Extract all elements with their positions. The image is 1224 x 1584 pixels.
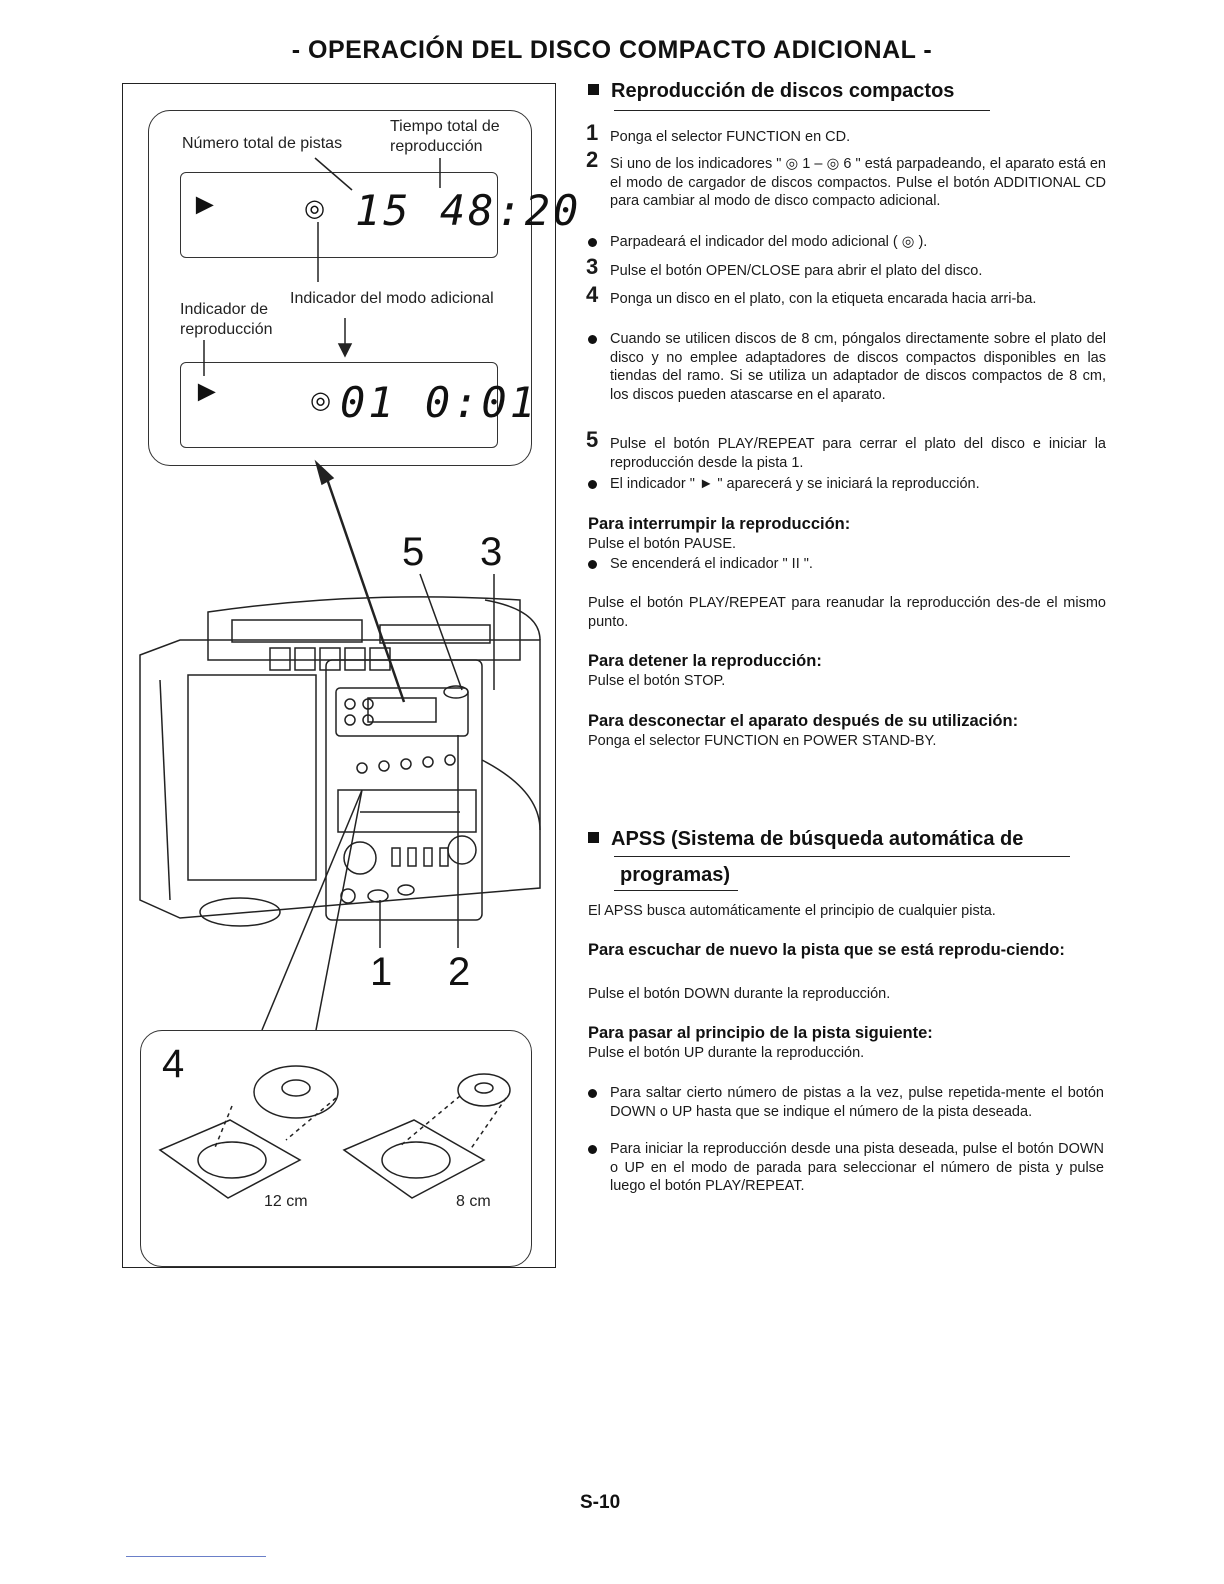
callout-5: 5 (402, 530, 425, 574)
step-text: Parpadeará el indicador del modo adicional ( ◎ ). (610, 234, 928, 250)
bullet-dot-icon (588, 335, 597, 344)
interrupt-heading: Para interrumpir la reproducción: (588, 515, 851, 533)
bullet-text: Para saltar cierto número de pistas a la vez, pulse repetida-mente el botón DOWN o UP hasta que se indique el número de la pista deseada. (610, 1085, 1104, 1120)
apss-bullet-1 (586, 1084, 1104, 1121)
callout-2: 2 (448, 950, 471, 994)
section1-rule (614, 110, 990, 111)
step-text: Ponga un disco en el plato, con la etiqueta encarada hacia arri-ba. (610, 291, 1037, 307)
label-play-indicator-line2: reproducción (180, 321, 273, 338)
section2-heading-text: APSS (Sistema de búsqueda automática de (611, 828, 1024, 850)
replay-text: Pulse el botón DOWN durante la reproducción. (588, 986, 891, 1002)
page-number: S-10 (580, 1492, 621, 1513)
bullet-dot-icon (588, 238, 597, 247)
section-bullet-icon (588, 832, 599, 843)
step-number: 4 (586, 282, 599, 307)
step-number: 5 (586, 427, 599, 452)
apss-intro: El APSS busca automáticamente el principio de cualquier pista. (588, 903, 996, 919)
bullet-text: Se encenderá el indicador " II ". (610, 556, 813, 572)
label-play-indicator-line1: Indicador de (180, 301, 269, 318)
lcd1-digits: 15 48:20 (355, 186, 582, 235)
apss-bullet-2 (586, 1140, 1104, 1196)
bullet-dot-icon (588, 1089, 597, 1098)
interrupt-bullet (586, 555, 1106, 574)
step-1 (586, 120, 1106, 147)
additional-mode-icon: ◎ (304, 195, 325, 222)
section1-heading-text: Reproducción de discos compactos (611, 80, 955, 102)
step-text: El indicador " ► " aparecerá y se iniciará la reproducción. (610, 476, 980, 492)
replay-heading: Para escuchar de nuevo la pista que se está reprodu-ciendo: (588, 941, 1065, 959)
bullet-dot-icon (588, 480, 597, 489)
bullet-text: Para iniciar la reproducción desde una pista deseada, pulse el botón DOWN o UP en el modo de parada para seleccionar el número de pista y pulse luego el botón PLAY/REPEAT. (610, 1141, 1104, 1194)
bullet-dot-icon (588, 1145, 597, 1154)
disc-size-8cm: 8 cm (456, 1193, 491, 1210)
play-indicator-icon-2: ► (192, 375, 222, 408)
stop-text: Pulse el botón STOP. (588, 673, 726, 689)
callout-4: 4 (162, 1042, 185, 1086)
step-text: Ponga el selector FUNCTION en CD. (610, 129, 851, 145)
lcd2-digits: 01 0:01 (340, 378, 539, 427)
power-off-text: Ponga el selector FUNCTION en POWER STAND-BY. (588, 733, 937, 749)
footer-rule (126, 1556, 266, 1557)
next-track-text: Pulse el botón UP durante la reproducción. (588, 1045, 865, 1061)
callout-3: 3 (480, 530, 503, 574)
step-2 (586, 147, 1106, 211)
step-5-bullet (586, 475, 1106, 494)
additional-mode-icon-2: ◎ (310, 387, 331, 414)
bullet-dot-icon (588, 560, 597, 569)
callout-1: 1 (370, 950, 393, 994)
section2-rule-2 (614, 890, 738, 891)
section2-heading-line1 (588, 828, 1023, 851)
step-4-bullet (586, 330, 1106, 404)
label-additional-mode: Indicador del modo adicional (290, 290, 494, 307)
interrupt-text: Pulse el botón PAUSE. (588, 536, 737, 552)
step-text: Cuando se utilicen discos de 8 cm, póngalos directamente sobre el plato del disco y no emplee adaptadores de discos compactos disponibles en las tiendas del ramo. Si se utiliza un adaptador de discos compactos de 8 cm, los discos pueden atascarse en el aparato. (610, 331, 1106, 403)
disc-size-12cm: 12 cm (264, 1193, 308, 1210)
step-number: 2 (586, 147, 599, 172)
step-number: 1 (586, 120, 599, 145)
section2-heading-line2: programas) (620, 864, 731, 886)
label-total-time-line2: reproducción (390, 138, 483, 155)
step-3 (586, 254, 1106, 281)
stop-heading: Para detener la reproducción: (588, 652, 822, 670)
step-4 (586, 282, 1106, 309)
page-title: - OPERACIÓN DEL DISCO COMPACTO ADICIONAL - (291, 36, 933, 64)
section1-heading (588, 80, 954, 103)
section2-rule (614, 856, 1070, 857)
next-track-heading: Para pasar al principio de la pista siguiente: (588, 1024, 933, 1042)
label-total-tracks: Número total de pistas (182, 135, 343, 152)
step-2-bullet (586, 233, 1106, 252)
step-5 (586, 427, 1106, 472)
power-off-heading: Para desconectar el aparato después de su utilización: (588, 712, 1019, 730)
step-text: Pulse el botón PLAY/REPEAT para cerrar el plato del disco e iniciar la reproducción desde la pista 1. (610, 436, 1106, 471)
resume-text: Pulse el botón PLAY/REPEAT para reanudar la reproducción des-de el mismo punto. (588, 595, 1106, 630)
play-indicator-icon: ► (190, 188, 220, 221)
label-total-time-line1: Tiempo total de (390, 118, 500, 135)
step-text: Pulse el botón OPEN/CLOSE para abrir el plato del disco. (610, 263, 983, 279)
step-text: Si uno de los indicadores " ◎ 1 – ◎ 6 " está parpadeando, el aparato está en el modo de cargador de discos compactos. Pulse el botón ADDITIONAL CD para cambiar al modo de disco compacto adicional. (610, 156, 1106, 209)
step-number: 3 (586, 254, 599, 279)
section-bullet-icon (588, 84, 599, 95)
